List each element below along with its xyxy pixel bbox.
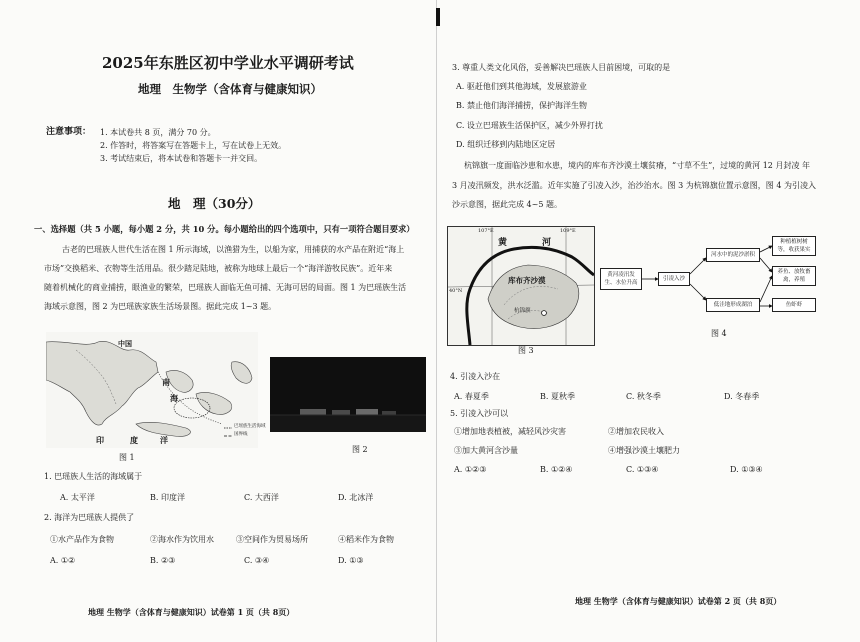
- q3-option-b[interactable]: B. 禁止他们海洋捕捞，保护海洋生物: [456, 101, 587, 110]
- fig3-lat: 40°N: [449, 288, 463, 294]
- fig4-box-bottom: 低洼地形成湖泊: [706, 298, 760, 312]
- q2-item-1: ①水产品作为食物: [50, 535, 114, 544]
- fig4-box-source: 黄河凌汛发生、水位升高: [600, 268, 642, 290]
- fig3-river-label: 黄: [498, 238, 508, 248]
- q5-item-2: ②增加农民收入: [608, 427, 664, 436]
- q2-item-3: ③空间作为贸易场所: [236, 535, 308, 544]
- q2-option-d[interactable]: D. ①③: [338, 556, 364, 565]
- fig4-box-r2: 养鱼、放牧畜禽，养殖: [772, 266, 816, 286]
- q1-option-d[interactable]: D. 北冰洋: [338, 493, 374, 502]
- figure-3-caption: 图 3: [518, 346, 534, 355]
- figure-4-flowchart: [600, 236, 830, 326]
- fig3-lon-right: 109°E: [560, 228, 576, 234]
- q2-option-c[interactable]: C. ③④: [244, 556, 270, 565]
- note-2: 2. 作答时，将答案写在答题卡上，写在试卷上无效。: [100, 141, 287, 150]
- q2-option-b[interactable]: B. ②③: [150, 556, 176, 565]
- note-1: 1. 本试卷共 8 页，满分 70 分。: [100, 128, 216, 137]
- fig1-label-ocean: 洋: [160, 435, 168, 445]
- figure-3-map: [447, 226, 595, 346]
- passage-line: 海域示意图，图 2 为巴瑶族家族生活场景图。据此完成 1~3 题。: [44, 302, 277, 311]
- q3-stem: 3. 尊重人类文化风俗，妥善解决巴瑶族人目前困境，可取的是: [452, 63, 671, 72]
- q4-option-d[interactable]: D. 冬春季: [724, 392, 760, 401]
- q5-option-b[interactable]: B. ①②④: [540, 465, 573, 474]
- q5-item-3: ③加大黄河含沙量: [454, 446, 518, 455]
- passage-line: 杭锦旗一度面临沙患和水患，境内的库布齐沙漠土壤贫瘠，“寸草不生”，过境的黄河 12 月封凌 年: [464, 161, 810, 170]
- q1-stem: 1. 巴瑶族人生活的海域属于: [44, 472, 143, 481]
- q2-option-a[interactable]: A. ①②: [50, 556, 76, 565]
- exam-title: 2025年东胜区初中学业水平调研考试: [102, 54, 354, 72]
- fig3-river-label: 河: [542, 238, 552, 248]
- fig1-legend-sea-area: 巴瑶族生活海域: [234, 424, 266, 429]
- q3-option-c[interactable]: C. 设立巴瑶族生活保护区，减少外界打扰: [456, 121, 603, 130]
- fig1-label-china: 中国: [118, 339, 132, 348]
- notes-label: 注意事项：: [46, 127, 92, 137]
- q4-option-b[interactable]: B. 夏秋季: [540, 392, 575, 401]
- page-1-footer: 地理 生物学（含体育与健康知识）试卷第 1 页（共 8页）: [88, 607, 295, 617]
- page-fold: [436, 0, 437, 642]
- exam-subtitle: 地理 生物学（含体育与健康知识）: [138, 82, 322, 96]
- fig1-label-sea: 南: [162, 377, 170, 387]
- passage-line: 古老的巴瑶族人世代生活在图 1 所示海域，以渔猎为生，以船为家，用捕获的水产品在附近“海上: [62, 245, 405, 254]
- q2-item-2: ②海水作为饮用水: [150, 535, 214, 544]
- q3-option-a[interactable]: A. 驱赶他们到其他海域，发展旅游业: [456, 82, 587, 91]
- q5-option-a[interactable]: A. ①②③: [454, 465, 487, 474]
- fig4-box-r3: 鱼虾虾: [772, 298, 816, 312]
- figure-1-caption: 图 1: [119, 453, 135, 462]
- q4-option-a[interactable]: A. 春夏季: [454, 392, 489, 401]
- fig1-legend-border: 国界线: [234, 432, 248, 437]
- q2-item-4: ④稻米作为食物: [338, 535, 394, 544]
- note-3: 3. 考试结束后，将本试卷和答题卡一并交回。: [100, 154, 263, 163]
- part-one-heading: 一、选择题（共 5 小题，每小题 2 分，共 10 分。每小题给出的四个选项中，只有一项符合题目要求）: [34, 224, 415, 234]
- q4-stem: 4. 引凌入沙在: [450, 372, 501, 381]
- q3-option-d[interactable]: D. 组织迁移到内陆地区定居: [456, 140, 556, 149]
- figure-2-caption: 图 2: [352, 445, 368, 454]
- passage-line: 随着机械化的商业捕捞，眼渔业的繁荣，巴瑶族人面临无鱼可捕、无海可居的局面。图 1 为巴瑶族生活: [44, 283, 407, 292]
- q5-option-d[interactable]: D. ①③④: [730, 465, 763, 474]
- fig3-city-label: 杭锦旗: [514, 308, 531, 314]
- section-title: 地 理（30分）: [168, 196, 261, 211]
- fig3-desert-label: 库布齐沙漠: [508, 276, 546, 285]
- figure-2-photo: [270, 357, 426, 432]
- q1-option-b[interactable]: B. 印度洋: [150, 493, 185, 502]
- top-mark: [436, 8, 440, 26]
- q4-option-c[interactable]: C. 秋冬季: [626, 392, 661, 401]
- fig1-label-sea: 海: [170, 393, 178, 403]
- fig4-box-top: 河水中的泥沙淤积: [706, 248, 760, 262]
- figure-4-caption: 图 4: [711, 329, 727, 338]
- passage-line: 3 月凌汛频发，洪水泛滥。近年实施了引凌入沙，治沙治水。图 3 为杭锦旗位置示意图，图 4 为引凌入: [452, 181, 816, 190]
- page-2-footer: 地理 生物学（含体育与健康知识）试卷第 2 页（共 8页）: [575, 596, 782, 606]
- q5-option-c[interactable]: C. ①③④: [626, 465, 659, 474]
- fig1-label-ocean: 印: [96, 435, 104, 445]
- fig4-box-r1: 种植植树树等，收获果实: [772, 236, 816, 256]
- fig1-label-ocean: 度: [130, 435, 138, 445]
- q5-stem: 5. 引凌入沙可以: [450, 409, 509, 418]
- passage-line: 市场”交换稻米、衣物等生活用品。很少踏足陆地，被称为地球上最后一个“海洋游牧民族”。近年来: [44, 264, 393, 273]
- passage-line: 沙示意图，据此完成 4~5 题。: [452, 200, 562, 209]
- fig4-box-mid: 引凌入沙: [658, 272, 690, 286]
- fig3-lon-left: 107°E: [478, 228, 494, 234]
- q5-item-4: ④增强沙漠土壤肥力: [608, 446, 680, 455]
- q5-item-1: ①增加地表植被，减轻风沙灾害: [454, 427, 566, 436]
- q1-option-c[interactable]: C. 大西洋: [244, 493, 279, 502]
- q2-stem: 2. 海洋为巴瑶族人提供了: [44, 513, 135, 522]
- figure-1-map: [46, 332, 266, 448]
- q1-option-a[interactable]: A. 太平洋: [60, 493, 95, 502]
